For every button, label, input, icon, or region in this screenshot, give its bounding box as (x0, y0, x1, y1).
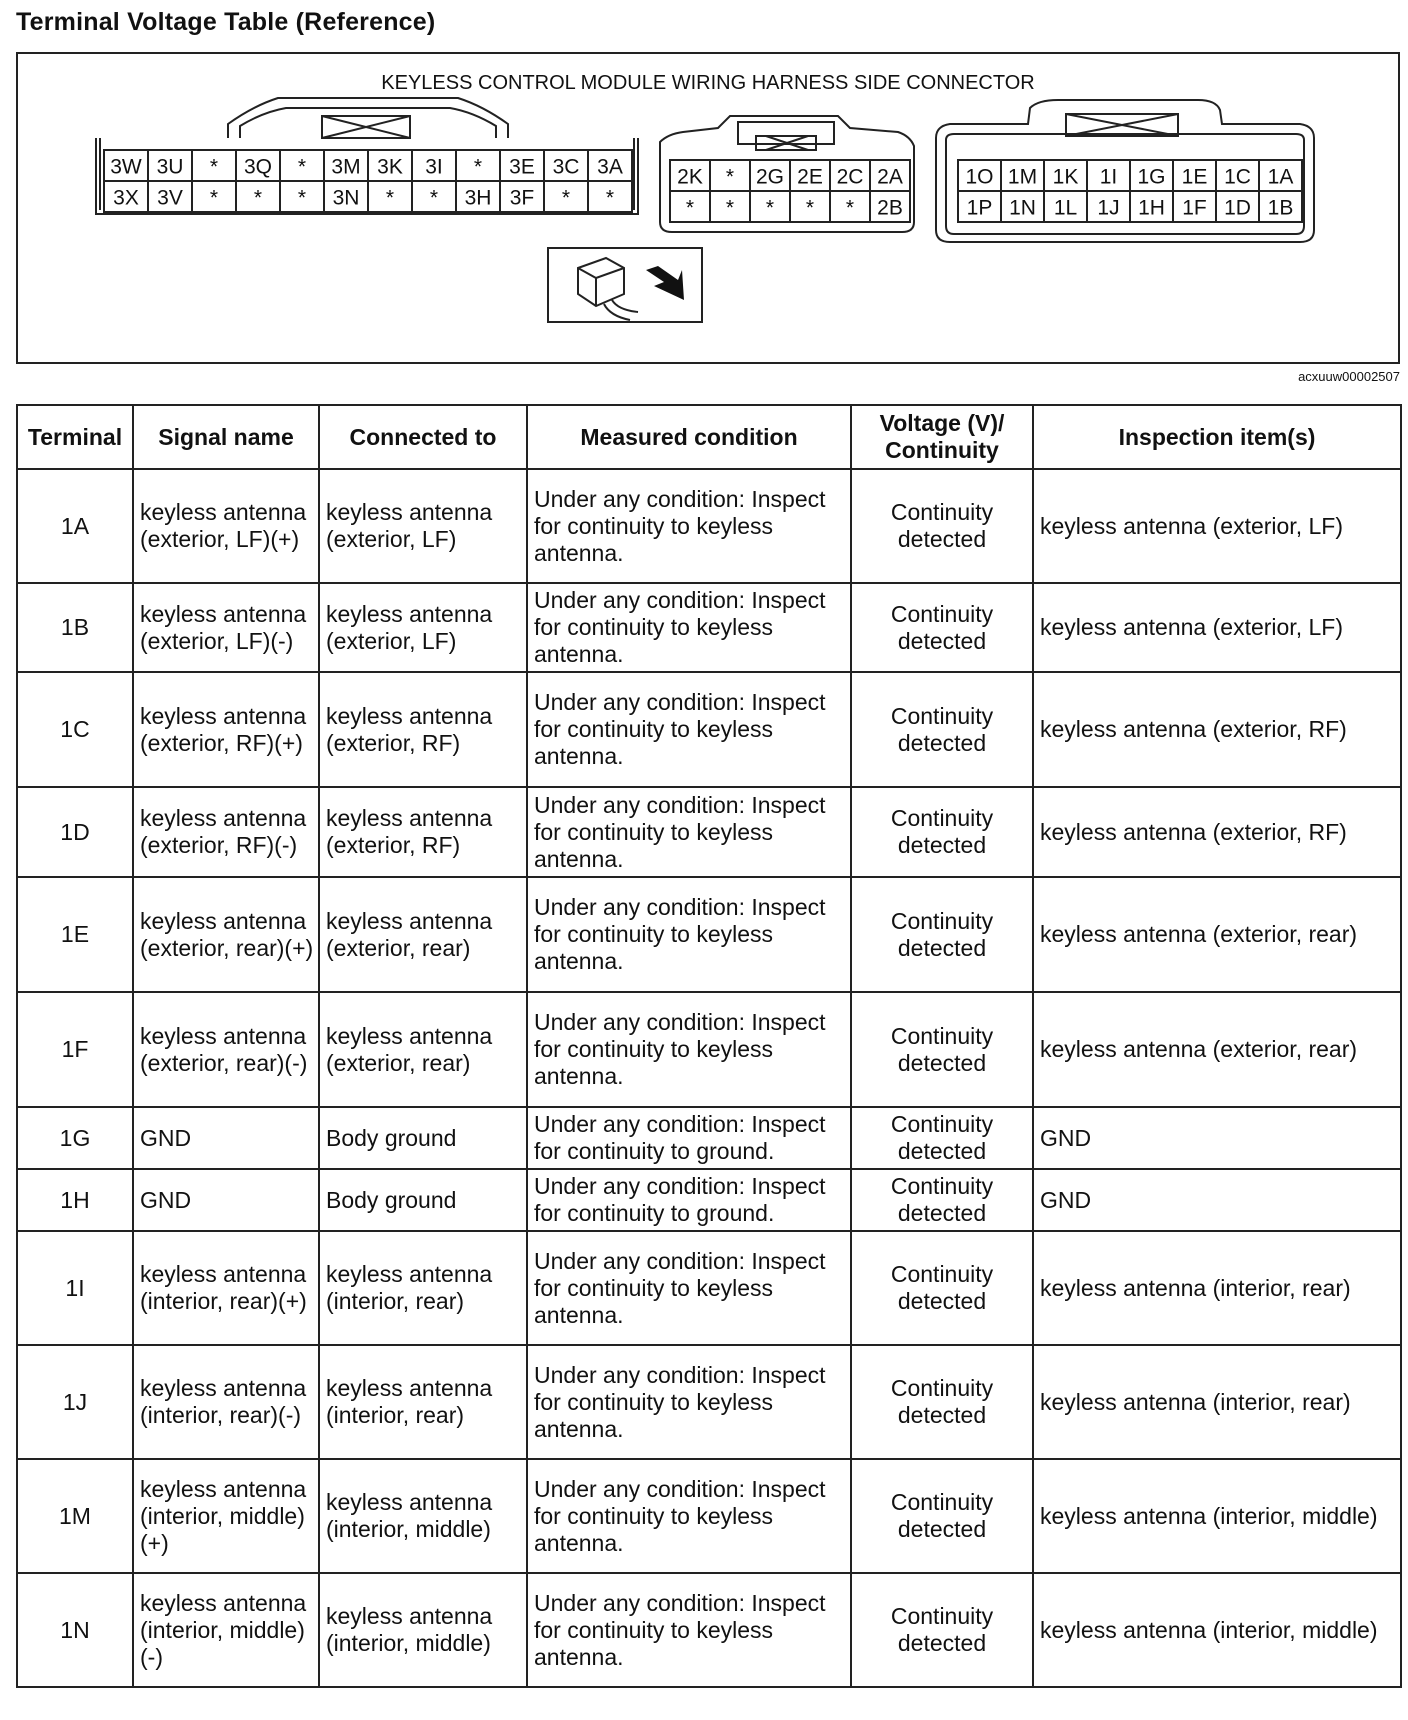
connected-to-cell: keyless antenna (interior, middle) (319, 1573, 527, 1687)
table-row (17, 1459, 1401, 1573)
table-header-row (17, 405, 1401, 469)
terminal-label: * (805, 196, 815, 220)
terminal-label: 1G (1137, 165, 1166, 189)
terminal-label: 1K (1052, 165, 1079, 189)
terminal-label: 3K (377, 155, 403, 179)
terminal-label: * (429, 186, 439, 210)
terminal-label: * (297, 155, 307, 179)
signal-name-cell: GND (133, 1169, 319, 1231)
inspection-item-cell: GND (1033, 1169, 1401, 1231)
terminal-label: 1H (1138, 196, 1165, 220)
terminal-label: * (297, 186, 307, 210)
terminal-label: 2K (677, 165, 703, 189)
terminal-label: * (725, 196, 735, 220)
terminal-label: * (209, 155, 219, 179)
terminal-cell: 1E (17, 877, 133, 992)
continuity-cell: Continuity detected (851, 877, 1033, 992)
table-row (17, 787, 1401, 877)
terminal-label: 2A (877, 165, 903, 189)
inspection-item-cell: keyless antenna (exterior, rear) (1033, 992, 1401, 1107)
measured-condition-cell: Under any condition: Inspect for continuity to keyless antenna. (527, 787, 851, 877)
measured-condition-cell: Under any condition: Inspect for continuity to keyless antenna. (527, 1231, 851, 1345)
continuity-cell: Continuity detected (851, 1231, 1033, 1345)
continuity-cell: Continuity detected (851, 583, 1033, 672)
inspection-item-cell: keyless antenna (interior, rear) (1033, 1345, 1401, 1459)
connector-2-terminals (670, 160, 910, 222)
terminal-label: 3E (509, 155, 535, 179)
terminal-cell: 1C (17, 672, 133, 787)
terminal-label: * (605, 186, 615, 210)
terminal-label: * (725, 165, 735, 189)
terminal-label: 3F (509, 186, 535, 210)
terminal-label: 3M (331, 155, 361, 179)
measured-condition-cell: Under any condition: Inspect for continuity to keyless antenna. (527, 672, 851, 787)
header-connected-to: Connected to (319, 405, 527, 469)
terminal-label: * (561, 186, 571, 210)
table-row (17, 583, 1401, 672)
signal-name-cell: keyless antenna (interior, rear)(+) (133, 1231, 319, 1345)
terminal-cell: 1G (17, 1107, 133, 1169)
terminal-label: 1B (1267, 196, 1294, 220)
connected-to-cell: Body ground (319, 1107, 527, 1169)
connected-to-cell: keyless antenna (exterior, rear) (319, 992, 527, 1107)
connector-1-terminals (958, 160, 1302, 222)
continuity-cell: Continuity detected (851, 1345, 1033, 1459)
terminal-label: 3V (157, 186, 183, 210)
connected-to-cell: Body ground (319, 1169, 527, 1231)
inspection-item-cell: keyless antenna (exterior, LF) (1033, 469, 1401, 583)
terminal-label: 3N (332, 186, 360, 210)
table-row (17, 1345, 1401, 1459)
inspection-item-cell: GND (1033, 1107, 1401, 1169)
connector-3-terminals (104, 150, 632, 212)
terminal-label: * (385, 186, 395, 210)
terminal-label: 3X (113, 186, 139, 210)
measured-condition-cell: Under any condition: Inspect for continuity to ground. (527, 1107, 851, 1169)
table-row (17, 1573, 1401, 1687)
terminal-label: 1L (1053, 196, 1078, 220)
continuity-cell: Continuity detected (851, 1107, 1033, 1169)
terminal-label: 1D (1224, 196, 1251, 220)
terminal-label: 1P (966, 196, 993, 220)
terminal-cell: 1J (17, 1345, 133, 1459)
measured-condition-cell: Under any condition: Inspect for continuity to ground. (527, 1169, 851, 1231)
terminal-label: 1A (1267, 165, 1294, 189)
continuity-cell: Continuity detected (851, 1573, 1033, 1687)
terminal-label: 2C (836, 165, 864, 189)
connected-to-cell: keyless antenna (exterior, RF) (319, 787, 527, 877)
signal-name-cell: keyless antenna (exterior, RF)(-) (133, 787, 319, 877)
table-row (17, 1107, 1401, 1169)
table-row (17, 877, 1401, 992)
connected-to-cell: keyless antenna (exterior, RF) (319, 672, 527, 787)
figure-id: acxuuw00002507 (1298, 369, 1400, 384)
terminal-label: 3Q (243, 155, 273, 179)
measured-condition-cell: Under any condition: Inspect for continuity to keyless antenna. (527, 583, 851, 672)
terminal-label: 1I (1099, 165, 1118, 189)
page-title: Terminal Voltage Table (Reference) (16, 8, 436, 36)
measured-condition-cell: Under any condition: Inspect for continuity to keyless antenna. (527, 1345, 851, 1459)
terminal-label: 2B (877, 196, 903, 220)
measured-condition-cell: Under any condition: Inspect for continuity to keyless antenna. (527, 1573, 851, 1687)
continuity-cell: Continuity detected (851, 1169, 1033, 1231)
signal-name-cell: keyless antenna (exterior, RF)(+) (133, 672, 319, 787)
connected-to-cell: keyless antenna (exterior, LF) (319, 469, 527, 583)
terminal-label: * (845, 196, 855, 220)
connected-to-cell: keyless antenna (interior, rear) (319, 1231, 527, 1345)
terminal-label: 1M (1007, 165, 1038, 189)
terminal-label: 1F (1182, 196, 1207, 220)
terminal-label: 2E (797, 165, 823, 189)
header-measured-condition: Measured condition (527, 405, 851, 469)
measured-condition-cell: Under any condition: Inspect for continuity to keyless antenna. (527, 877, 851, 992)
signal-name-cell: GND (133, 1107, 319, 1169)
terminal-label: 1O (965, 165, 994, 189)
signal-name-cell: keyless antenna (interior, middle)(+) (133, 1459, 319, 1573)
table-row (17, 1169, 1401, 1231)
terminal-label: * (209, 186, 219, 210)
table-row (17, 469, 1401, 583)
continuity-cell: Continuity detected (851, 672, 1033, 787)
connected-to-cell: keyless antenna (interior, middle) (319, 1459, 527, 1573)
terminal-label: * (253, 186, 263, 210)
terminal-cell: 1M (17, 1459, 133, 1573)
terminal-label: 3U (156, 155, 184, 179)
inspection-item-cell: keyless antenna (interior, middle) (1033, 1459, 1401, 1573)
signal-name-cell: keyless antenna (interior, rear)(-) (133, 1345, 319, 1459)
terminal-cell: 1D (17, 787, 133, 877)
signal-name-cell: keyless antenna (exterior, LF)(-) (133, 583, 319, 672)
continuity-cell: Continuity detected (851, 469, 1033, 583)
header-voltage-continuity: Voltage (V)/ Continuity (851, 405, 1033, 469)
header-inspection-items: Inspection item(s) (1033, 405, 1401, 469)
signal-name-cell: keyless antenna (interior, middle)(-) (133, 1573, 319, 1687)
terminal-label: 3I (425, 155, 443, 179)
terminal-cell: 1I (17, 1231, 133, 1345)
continuity-cell: Continuity detected (851, 787, 1033, 877)
terminal-label: 1J (1097, 196, 1120, 220)
continuity-cell: Continuity detected (851, 992, 1033, 1107)
inspection-item-cell: keyless antenna (exterior, rear) (1033, 877, 1401, 992)
terminal-cell: 1B (17, 583, 133, 672)
arrow-icon (646, 266, 684, 300)
connected-to-cell: keyless antenna (interior, rear) (319, 1345, 527, 1459)
measured-condition-cell: Under any condition: Inspect for continuity to keyless antenna. (527, 992, 851, 1107)
terminal-cell: 1H (17, 1169, 133, 1231)
terminal-table (16, 404, 1402, 1688)
inspection-item-cell: keyless antenna (interior, rear) (1033, 1231, 1401, 1345)
measured-condition-cell: Under any condition: Inspect for continuity to keyless antenna. (527, 469, 851, 583)
signal-name-cell: keyless antenna (exterior, rear)(-) (133, 992, 319, 1107)
measured-condition-cell: Under any condition: Inspect for continuity to keyless antenna. (527, 1459, 851, 1573)
table-row (17, 992, 1401, 1107)
connected-to-cell: keyless antenna (exterior, rear) (319, 877, 527, 992)
terminal-label: 3A (597, 155, 623, 179)
terminal-cell: 1F (17, 992, 133, 1107)
table-row (17, 1231, 1401, 1345)
terminal-label: 2G (755, 165, 785, 189)
connected-to-cell: keyless antenna (exterior, LF) (319, 583, 527, 672)
inspection-item-cell: keyless antenna (exterior, RF) (1033, 672, 1401, 787)
terminal-cell: 1A (17, 469, 133, 583)
signal-name-cell: keyless antenna (exterior, LF)(+) (133, 469, 319, 583)
inspection-item-cell: keyless antenna (exterior, RF) (1033, 787, 1401, 877)
continuity-cell: Continuity detected (851, 1459, 1033, 1573)
connector-diagram (16, 52, 1400, 364)
signal-name-cell: keyless antenna (exterior, rear)(+) (133, 877, 319, 992)
terminal-label: 1E (1181, 165, 1208, 189)
terminal-label: 1N (1009, 196, 1036, 220)
inspection-item-cell: keyless antenna (interior, middle) (1033, 1573, 1401, 1687)
terminal-label: * (765, 196, 775, 220)
terminal-label: * (473, 155, 483, 179)
inspection-item-cell: keyless antenna (exterior, LF) (1033, 583, 1401, 672)
terminal-label: 3W (110, 155, 142, 179)
header-signal-name: Signal name (133, 405, 319, 469)
connector-drawing (18, 54, 1398, 362)
diagram-caption: KEYLESS CONTROL MODULE WIRING HARNESS SIDE CONNECTOR (381, 72, 1035, 94)
terminal-cell: 1N (17, 1573, 133, 1687)
terminal-label: 1C (1224, 165, 1251, 189)
table-row (17, 672, 1401, 787)
header-terminal: Terminal (17, 405, 133, 469)
terminal-label: 3H (464, 186, 492, 210)
terminal-label: 3C (552, 155, 580, 179)
terminal-label: * (685, 196, 695, 220)
